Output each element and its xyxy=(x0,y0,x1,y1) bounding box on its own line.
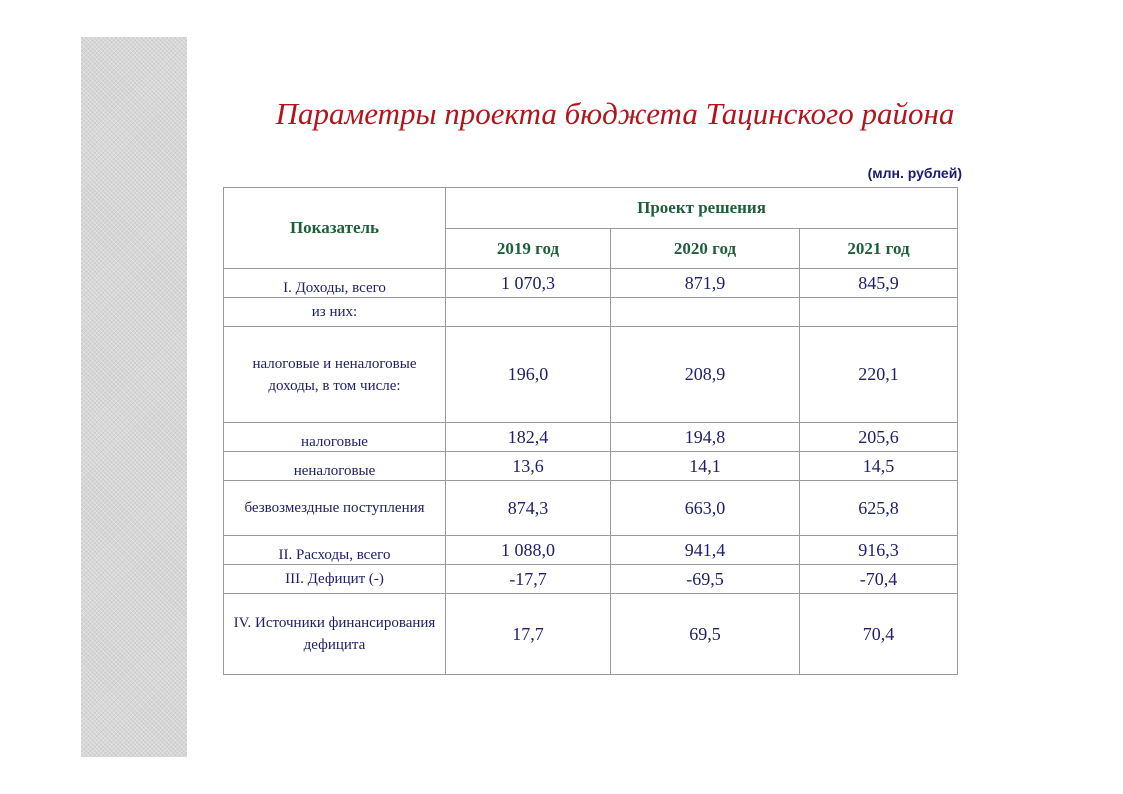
table-row xyxy=(224,327,958,423)
cell-value: 871,9 xyxy=(611,269,800,298)
indicator-header: Показатель xyxy=(224,188,446,269)
table-row xyxy=(224,452,958,481)
cell-value: 1 088,0 xyxy=(446,536,611,565)
cell-value: 1 070,3 xyxy=(446,269,611,298)
decorative-side-strip xyxy=(81,37,187,757)
cell-value: 14,5 xyxy=(800,452,958,481)
cell-value: 941,4 xyxy=(611,536,800,565)
row-label: IV. Источники финансирования дефицита xyxy=(224,594,446,675)
table-row xyxy=(224,565,958,594)
cell-value: 70,4 xyxy=(800,594,958,675)
page-title: Параметры проекта бюджета Тацинского района xyxy=(275,96,955,131)
row-label: III. Дефицит (-) xyxy=(224,565,446,594)
table-row xyxy=(224,269,958,298)
cell-value: 845,9 xyxy=(800,269,958,298)
project-decision-header: Проект решения xyxy=(446,188,958,229)
table-row xyxy=(224,298,958,327)
table-row xyxy=(224,594,958,675)
table-row xyxy=(224,481,958,536)
cell-value xyxy=(446,298,611,327)
year-header-2021: 2021 год xyxy=(800,229,958,269)
cell-value: 625,8 xyxy=(800,481,958,536)
cell-value: 208,9 xyxy=(611,327,800,423)
cell-value: 196,0 xyxy=(446,327,611,423)
row-label: неналоговые xyxy=(224,452,446,481)
cell-value xyxy=(611,298,800,327)
units-label: (млн. рублей) xyxy=(867,165,962,181)
cell-value: 194,8 xyxy=(611,423,800,452)
cell-value: -70,4 xyxy=(800,565,958,594)
cell-value: 220,1 xyxy=(800,327,958,423)
cell-value: -17,7 xyxy=(446,565,611,594)
row-label: налоговые и неналоговые доходы, в том числе: xyxy=(224,327,446,423)
row-label: II. Расходы, всего xyxy=(224,536,446,565)
cell-value: 69,5 xyxy=(611,594,800,675)
cell-value: 14,1 xyxy=(611,452,800,481)
row-label: I. Доходы, всего xyxy=(224,269,446,298)
row-label: из них: xyxy=(224,298,446,327)
year-header-2020: 2020 год xyxy=(611,229,800,269)
row-label: безвозмездные поступления xyxy=(224,481,446,536)
year-header-2019: 2019 год xyxy=(446,229,611,269)
cell-value: 916,3 xyxy=(800,536,958,565)
row-label: налоговые xyxy=(224,423,446,452)
cell-value: 874,3 xyxy=(446,481,611,536)
budget-table xyxy=(223,187,958,675)
cell-value xyxy=(800,298,958,327)
cell-value: 205,6 xyxy=(800,423,958,452)
table-row xyxy=(224,536,958,565)
cell-value: 13,6 xyxy=(446,452,611,481)
cell-value: 663,0 xyxy=(611,481,800,536)
cell-value: -69,5 xyxy=(611,565,800,594)
cell-value: 17,7 xyxy=(446,594,611,675)
cell-value: 182,4 xyxy=(446,423,611,452)
table-row xyxy=(224,423,958,452)
table-header-row xyxy=(224,188,958,229)
